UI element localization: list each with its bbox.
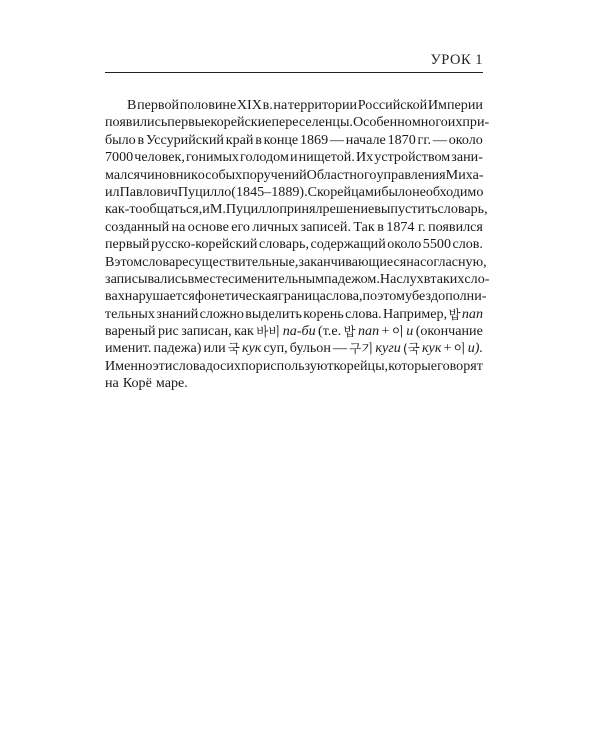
word: Так: [353, 218, 375, 235]
text-line: [105, 236, 483, 253]
word: (1845–1889).: [231, 183, 308, 200]
text-line: [105, 306, 483, 323]
text-line: [105, 253, 487, 271]
word: говорят: [437, 357, 483, 374]
word: именит.: [105, 340, 152, 357]
word: при-: [462, 114, 490, 131]
hangul-word: 이: [391, 324, 404, 340]
word: в: [423, 270, 431, 287]
word: сло-: [464, 270, 490, 287]
word: —: [332, 340, 348, 357]
word: заканчивающиеся: [298, 253, 407, 270]
word: Пуцилло: [225, 201, 280, 218]
word: рис: [157, 323, 179, 340]
word: записей.: [300, 218, 352, 235]
word: М.: [209, 201, 226, 218]
word: тельных: [105, 305, 155, 322]
word: на: [406, 253, 421, 270]
word: суп,: [263, 340, 288, 357]
word: созданный: [105, 218, 170, 235]
word: ил: [105, 183, 120, 200]
text-line: [105, 97, 483, 114]
transcription: кук: [421, 340, 442, 357]
body-paragraph: [105, 97, 490, 393]
word: край: [225, 131, 254, 148]
hangul-word: 구기: [349, 341, 374, 357]
text-line: [105, 132, 483, 149]
word: слов.: [452, 236, 483, 253]
running-header: [105, 50, 483, 73]
hangul-word: 밥: [448, 306, 461, 322]
text-line: [105, 167, 483, 184]
word: существительные,: [188, 253, 299, 270]
word: корейцы,: [333, 357, 389, 374]
text-line: [105, 270, 490, 288]
word: вареный: [105, 323, 156, 340]
word: словаре: [142, 253, 189, 270]
hangul-word: 밥: [343, 324, 356, 340]
hangul-word: 바비: [256, 324, 281, 340]
word: согласную,: [420, 253, 487, 270]
text-line: [105, 375, 483, 392]
text-line: [105, 184, 483, 201]
word: с: [228, 270, 235, 287]
word: слова.: [345, 305, 382, 322]
word: записывались: [105, 270, 188, 287]
word: и: [289, 149, 298, 166]
text-line: [105, 114, 490, 131]
word: Их: [355, 149, 374, 166]
word: решение: [322, 201, 375, 218]
word: Корё: [122, 375, 152, 392]
word: нищетой.: [298, 149, 355, 166]
word: много: [411, 114, 448, 131]
word: голодом: [240, 149, 289, 166]
word: и: [202, 201, 210, 218]
word: конце: [263, 131, 299, 148]
word: пор: [241, 357, 263, 374]
word: Например,: [382, 305, 448, 322]
word: —: [329, 131, 345, 148]
word: знаний: [156, 305, 199, 322]
word: Областного: [306, 166, 377, 183]
word: XIX: [236, 97, 262, 113]
text-line: [105, 288, 487, 305]
transcription: па-би: [282, 323, 316, 340]
word: содержащий: [310, 236, 386, 253]
word: выделить: [245, 305, 302, 322]
text-line: [105, 323, 483, 340]
word: слова,: [325, 288, 363, 305]
word: зани-: [451, 149, 483, 166]
word: падежом.: [324, 270, 380, 287]
word: управления: [376, 166, 446, 183]
word: переселенцы.: [271, 114, 353, 131]
word: сих: [220, 357, 241, 374]
word: этом: [114, 253, 143, 270]
word: его: [231, 218, 250, 235]
word: поэтому: [362, 288, 413, 305]
word: вместе: [187, 270, 229, 287]
word: необходимо: [412, 183, 484, 200]
word: чиновник: [139, 166, 198, 183]
transcription: пап: [357, 323, 380, 340]
word: основе: [187, 218, 229, 235]
word: используют: [262, 357, 334, 374]
word: человек,: [134, 149, 185, 166]
word: выпустить: [374, 201, 438, 218]
word: гг.: [417, 131, 432, 148]
word: (т.е.: [318, 323, 342, 340]
word: словарь,: [258, 236, 309, 253]
word: появились: [105, 114, 168, 131]
word: было: [381, 183, 413, 200]
word: граница: [277, 288, 326, 305]
word: именительным: [234, 270, 325, 287]
word: падежа): [153, 340, 202, 357]
word: без: [412, 288, 432, 305]
word: маре.: [155, 375, 188, 392]
transcription: кук: [241, 340, 262, 357]
word: нарушается: [124, 288, 195, 305]
word: (окончание: [415, 323, 483, 340]
word: слух: [396, 270, 424, 287]
word: половине: [179, 97, 237, 113]
word: С: [307, 183, 318, 200]
word: их: [447, 114, 463, 131]
word: дополни-: [431, 288, 487, 305]
word: таких: [430, 270, 465, 287]
word: начале: [345, 131, 386, 148]
word: гонимых: [185, 149, 239, 166]
word: Российской: [357, 97, 428, 113]
transcription: и: [406, 323, 414, 340]
word: было: [105, 131, 136, 148]
hangul-word: 국: [227, 341, 240, 357]
word: особых: [197, 166, 243, 183]
word: +: [381, 323, 390, 340]
word: около: [448, 131, 483, 148]
word: личных: [252, 218, 299, 235]
word: в: [255, 131, 262, 148]
word: Павлович: [119, 183, 178, 200]
word: в: [137, 131, 145, 148]
word: как-то: [105, 201, 143, 218]
word: словарь,: [437, 201, 488, 218]
word: устройством: [374, 149, 451, 166]
word: первые: [167, 114, 211, 131]
word: слова: [172, 357, 206, 374]
word: около: [387, 236, 422, 253]
word: мался: [105, 166, 140, 183]
word: В: [105, 253, 115, 270]
word: 1869: [299, 131, 329, 148]
word: в: [377, 218, 384, 235]
word: 1870: [387, 131, 416, 148]
word: +: [443, 340, 452, 357]
word: Империи: [427, 97, 483, 113]
word: —: [432, 131, 447, 148]
word: фонетическая: [194, 288, 278, 305]
word: Особенно: [352, 114, 412, 131]
word: в.: [262, 97, 273, 113]
word: корейцами: [317, 183, 382, 200]
word: на: [105, 375, 119, 392]
word: записан,: [181, 323, 232, 340]
hangul-word: (국: [402, 341, 420, 357]
word: На: [379, 270, 397, 287]
word: Уссурийский: [145, 131, 224, 148]
word: русско-корейский: [150, 236, 258, 253]
word: территории: [287, 97, 358, 113]
word: эти: [152, 357, 173, 374]
transcription: пап: [461, 305, 483, 322]
word: или: [203, 340, 226, 357]
text-line: [105, 219, 483, 236]
word: на: [273, 97, 288, 113]
transcription: и).: [467, 340, 483, 357]
text-line: [105, 201, 488, 218]
word: корень: [303, 305, 344, 322]
transcription: куги: [375, 340, 401, 357]
word: как: [234, 323, 254, 340]
word: вах: [105, 288, 125, 305]
word: принял: [279, 201, 323, 218]
word: которые: [388, 357, 437, 374]
word: В: [127, 97, 137, 113]
word: Именно: [105, 357, 153, 374]
word: Пуцилло: [177, 183, 232, 200]
word: 5500: [422, 236, 451, 253]
text-line: [105, 340, 483, 357]
word: бульон: [289, 340, 331, 357]
word: сложно: [199, 305, 244, 322]
word: до: [205, 357, 220, 374]
text-line: [105, 149, 483, 166]
word: первой: [137, 97, 180, 113]
word: 1874 г.: [386, 218, 426, 235]
word: первый: [105, 236, 150, 253]
chapter-title: УРОК 1: [430, 52, 483, 68]
word: корейские: [210, 114, 272, 131]
word: появился: [428, 218, 483, 235]
word: на: [171, 218, 186, 235]
word: поручений: [242, 166, 307, 183]
text-line: [105, 358, 483, 375]
hangul-word: 이: [453, 341, 466, 357]
word: 7000: [105, 149, 134, 166]
word: Миха-: [445, 166, 484, 183]
word: общаться,: [142, 201, 203, 218]
